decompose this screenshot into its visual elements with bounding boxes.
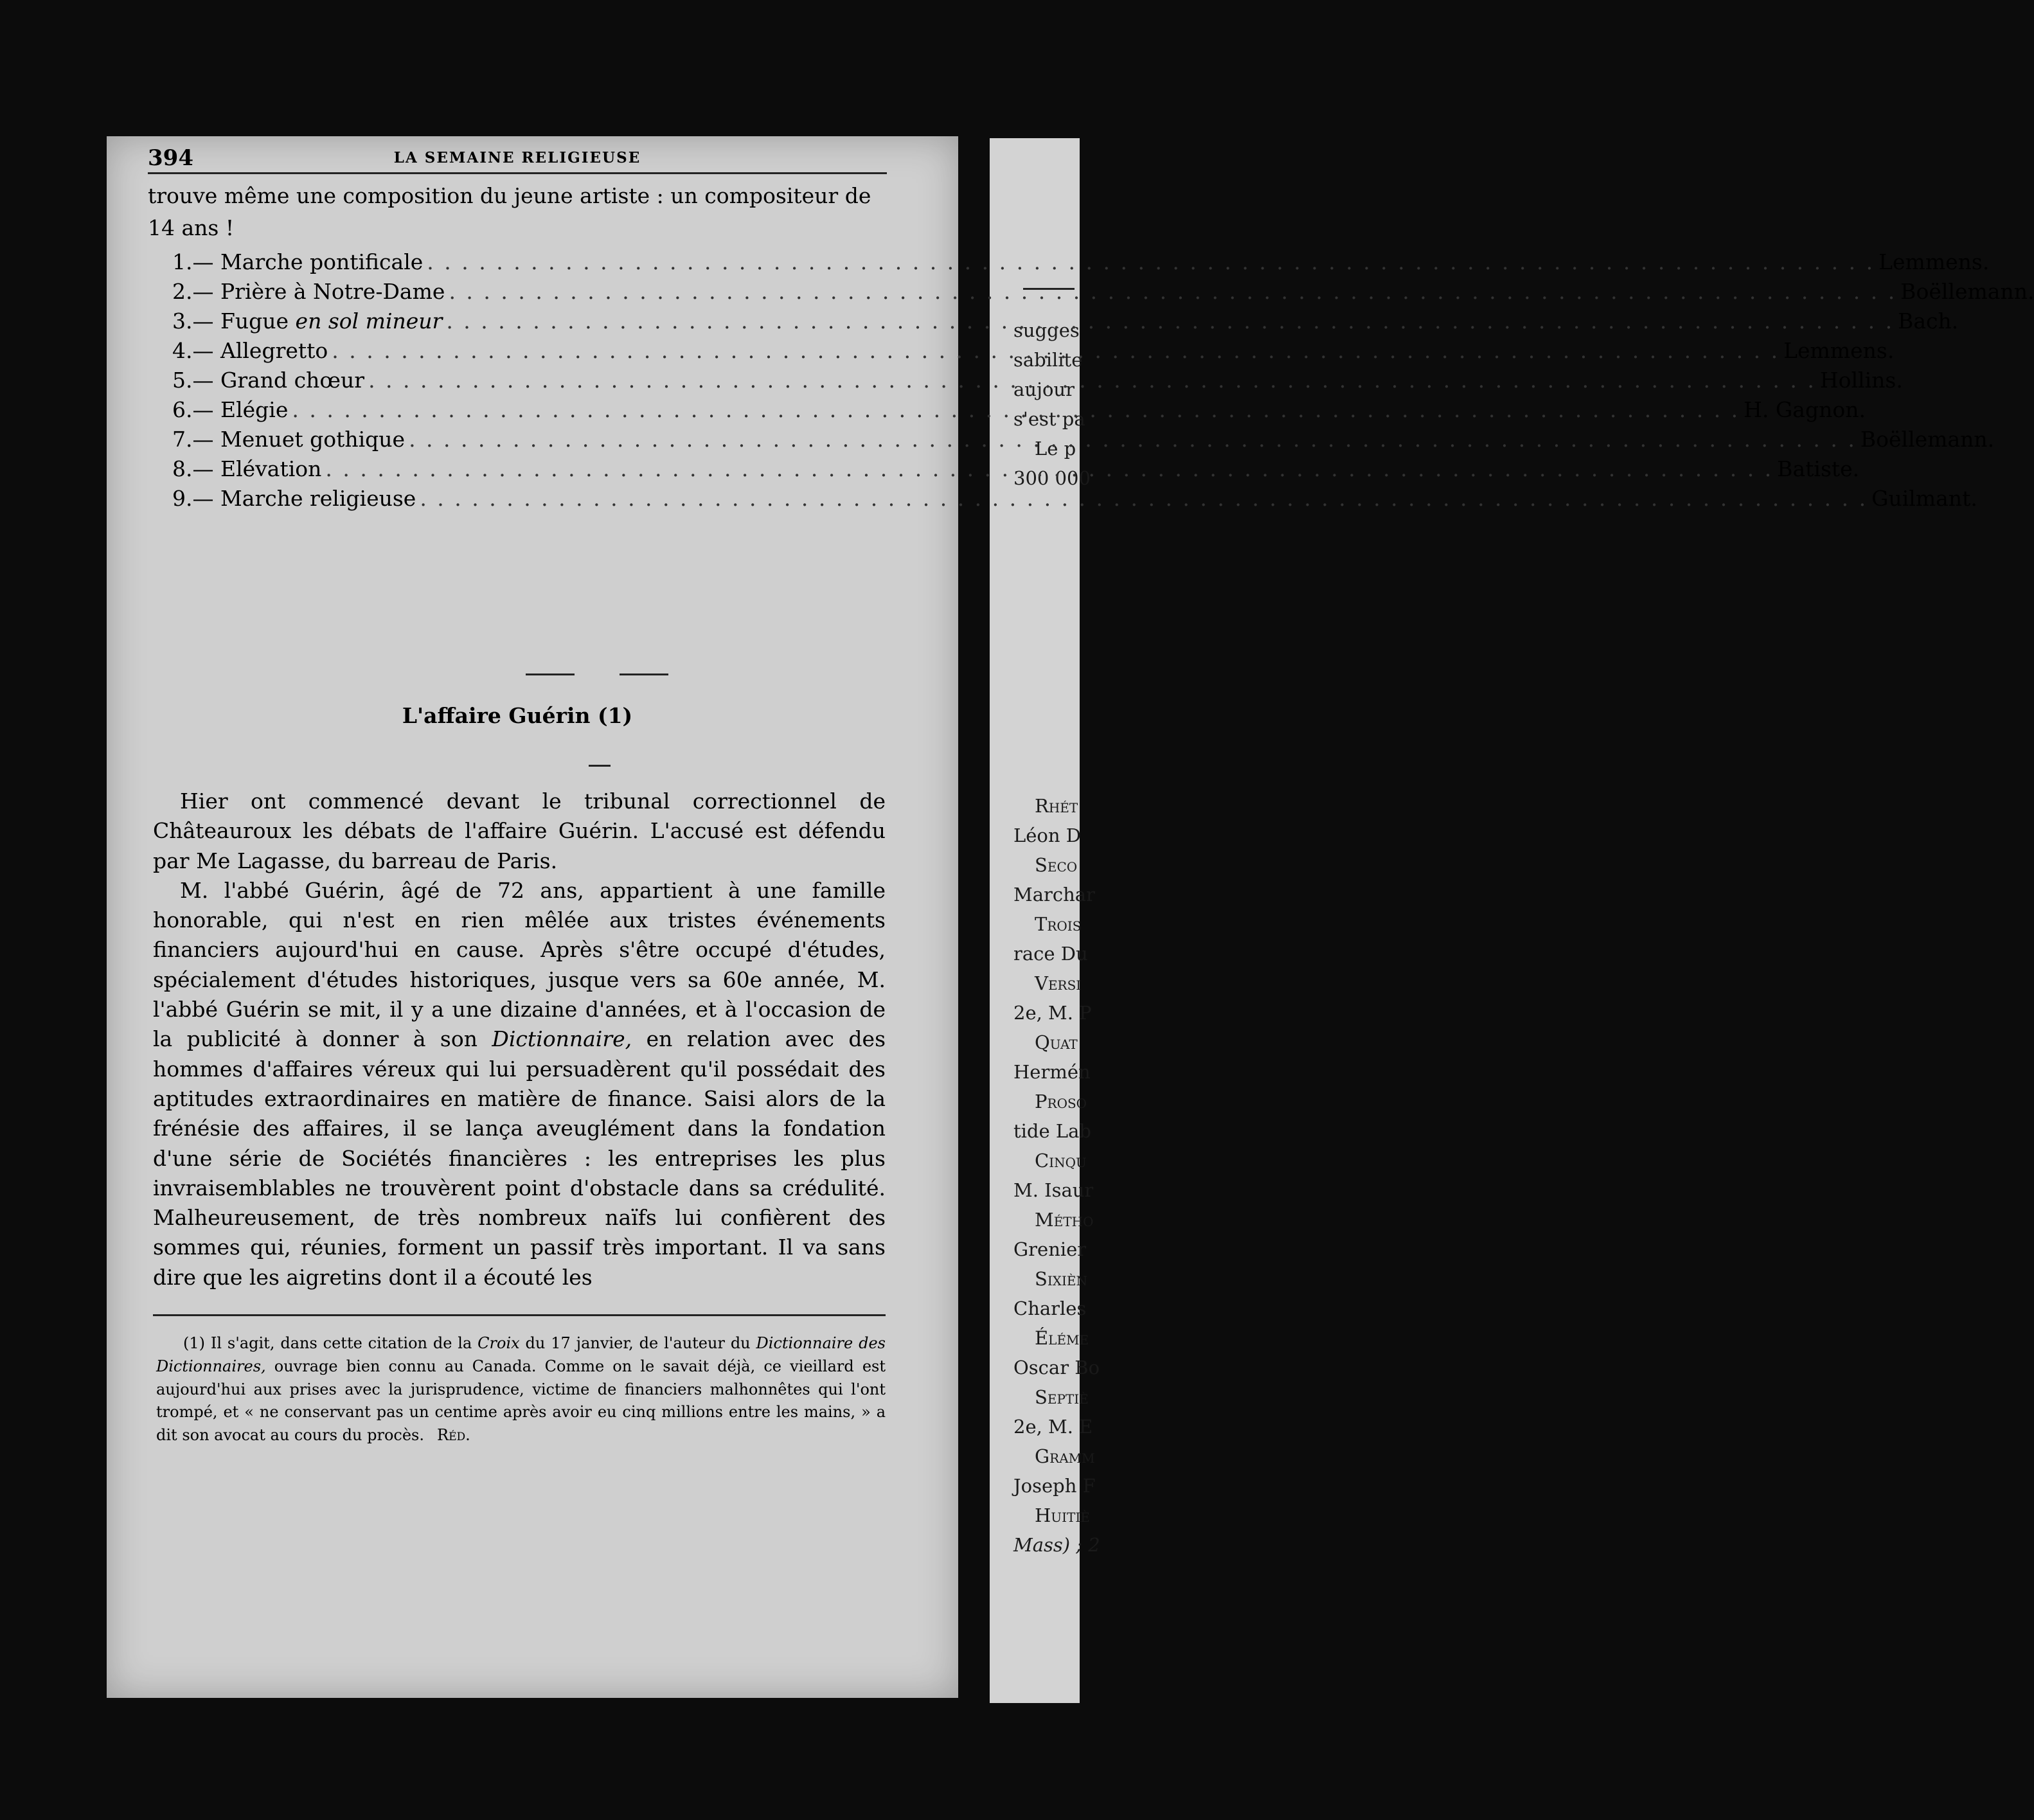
program-composer: Batiste. [1777, 456, 1860, 481]
adjacent-line: Quat [1035, 1031, 1078, 1053]
running-title: LA SEMAINE RELIGIEUSE [393, 149, 641, 166]
adjacent-line: Joseph F [1013, 1475, 1096, 1497]
adjacent-line: 300 000 [1013, 467, 1091, 489]
adjacent-line: Cinqu [1035, 1150, 1087, 1172]
article-title: L'affaire Guérin (1) [402, 703, 633, 728]
adjacent-line: Trois [1035, 913, 1082, 935]
program-composer: H. Gagnon. [1744, 397, 1866, 422]
article-body [153, 787, 886, 1292]
adjacent-line: 2e, M. E [1013, 1416, 1093, 1438]
adjacent-line: Huitiè [1035, 1504, 1090, 1526]
adjacent-line: Hermén [1013, 1061, 1091, 1083]
program-number: 7. [172, 427, 193, 452]
section-separator [526, 674, 575, 675]
adjacent-line: Seco [1035, 854, 1078, 876]
program-number: 2. [172, 279, 193, 304]
program-composer: Lemmens. [1878, 249, 1990, 274]
adjacent-line: Oscar Bo [1013, 1357, 1100, 1378]
program-item [172, 249, 1990, 279]
adjacent-line: Éléme [1035, 1327, 1089, 1349]
section-separator [620, 674, 668, 675]
adjacent-line: Mass) ; 2 [1013, 1534, 1100, 1556]
footnote [156, 1332, 886, 1447]
program-composer: Guilmant. [1871, 486, 1977, 511]
adjacent-line: s'est pa [1013, 408, 1085, 430]
leader-dots [332, 338, 1780, 363]
program-number: 5. [172, 368, 193, 393]
leader-dots [325, 456, 1773, 481]
adjacent-line: sugges [1013, 319, 1080, 341]
adjacent-line: Rhét [1035, 795, 1078, 817]
footnote-text: (1) Il s'agit, dans cette citation de la Croix du 17 janvier, de l'auteur du Dictionnaire des Dictionnaires, ouvrage bien connu au Canada. Comme on le savait déjà, ce vieillard est aujourd'hui aux prises avec la jurisprudence, victime de financiers malhonnêtes qui l'ont trompé, et « ne conservant pas un centime après avoir eu cinq millions entre les mains, » a dit son avocat au cours du procès. Réd. [156, 1334, 886, 1445]
program-title: — Prière à Notre-Dame [192, 279, 445, 304]
adjacent-line: Proso [1035, 1091, 1087, 1112]
program-title: — Marche religieuse [192, 486, 416, 511]
adjacent-line: M. Isaur [1013, 1179, 1094, 1201]
leader-dots [292, 397, 1740, 422]
adjacent-line: Grenier [1013, 1238, 1087, 1260]
program-number: 9. [172, 486, 193, 511]
program-title: — Elégie [192, 397, 289, 422]
leader-dots [446, 308, 1894, 334]
program-composer: Lemmens. [1783, 338, 1895, 363]
adjacent-line: sabilite [1013, 349, 1083, 371]
leader-dots [427, 249, 1875, 274]
program-number: 8. [172, 456, 193, 481]
adjacent-line: 2e, M. P [1013, 1002, 1092, 1024]
paragraph: Hier ont commencé devant le tribunal correctionnel de Châteauroux les débats de l'affaire Guérin. L'accusé est défendu par Me Lagasse, du barreau de Paris. [153, 789, 886, 873]
program-item [172, 279, 2034, 308]
intro-text: trouve même une composition du jeune artiste : un compositeur de 14 ans ! [148, 183, 871, 240]
program-title: — Elévation [192, 456, 322, 481]
adjacent-line: Septiè [1035, 1386, 1089, 1408]
page-header [148, 145, 887, 171]
program-composer: Bach. [1898, 308, 1959, 334]
adjacent-line: aujour [1013, 379, 1075, 400]
adjacent-line: Charles [1013, 1298, 1087, 1319]
header-rule [148, 172, 887, 174]
program-number: 4. [172, 338, 193, 363]
leader-dots [368, 368, 1816, 393]
program-title: — Grand chœur [192, 368, 365, 393]
program-title: — Allegretto [192, 338, 328, 363]
footnote-signature: Réd. [437, 1426, 470, 1445]
adjacent-line: Sixièn [1035, 1268, 1088, 1290]
program-composer: Hollins. [1819, 368, 1903, 393]
program-number: 1. [172, 249, 193, 274]
program-title: — Menuet gothique [192, 427, 406, 452]
leader-dots [409, 427, 1857, 452]
program-composer: Boëllemann. [1860, 427, 1995, 452]
adjacent-line: Marchar [1013, 884, 1095, 906]
leader-dots [420, 486, 1868, 511]
adjacent-line: race Du [1013, 943, 1088, 965]
page-number: 394 [148, 145, 193, 171]
program-number: 6. [172, 397, 193, 422]
program-number: 3. [172, 308, 193, 334]
paragraph: M. l'abbé Guérin, âgé de 72 ans, appartient à une famille honorable, qui n'est en rien mêlée aux tristes événements financiers aujourd'hui en cause. Après s'être occupé d'études, spécialement d'études historiques, jusque vers sa 60e année, M. l'abbé Guérin se mit, il y a une dizaine d'années, et à l'occasion de la publicité à donner à son Dictionnaire, en relation avec des hommes d'affaires véreux qui lui persuadèrent qu'il possédait des aptitudes extraordinaires en matière de finance. Saisi alors de la frénésie des affaires, il se lança aveuglément dans la fondation d'une série de Sociétés financières : les entreprises les plus invraisemblables ne trouvèrent point d'obstacle dans sa crédulité. Malheureusement, de très nombreux naïfs lui confièrent des sommes qui, réunies, forment un passif très important. Il va sans dire que les aigretins dont il a écouté les [153, 877, 886, 1290]
program-composer: Boëllemann. [1900, 279, 2034, 304]
program-item [172, 486, 1977, 515]
title-dash [589, 765, 611, 767]
program-title: — Fugue en sol mineur [192, 308, 443, 334]
adjacent-line: Léon D [1013, 825, 1082, 846]
adjacent-line: tide Lab [1013, 1120, 1091, 1142]
adjacent-line: Métho [1035, 1209, 1094, 1231]
adjacent-line: Versi [1035, 972, 1082, 994]
leader-dots [449, 279, 1896, 304]
program-title: — Marche pontificale [192, 249, 424, 274]
footnote-rule [153, 1314, 886, 1316]
adjacent-line: Le p [1035, 438, 1076, 459]
adjacent-line: Gramm [1035, 1445, 1095, 1467]
